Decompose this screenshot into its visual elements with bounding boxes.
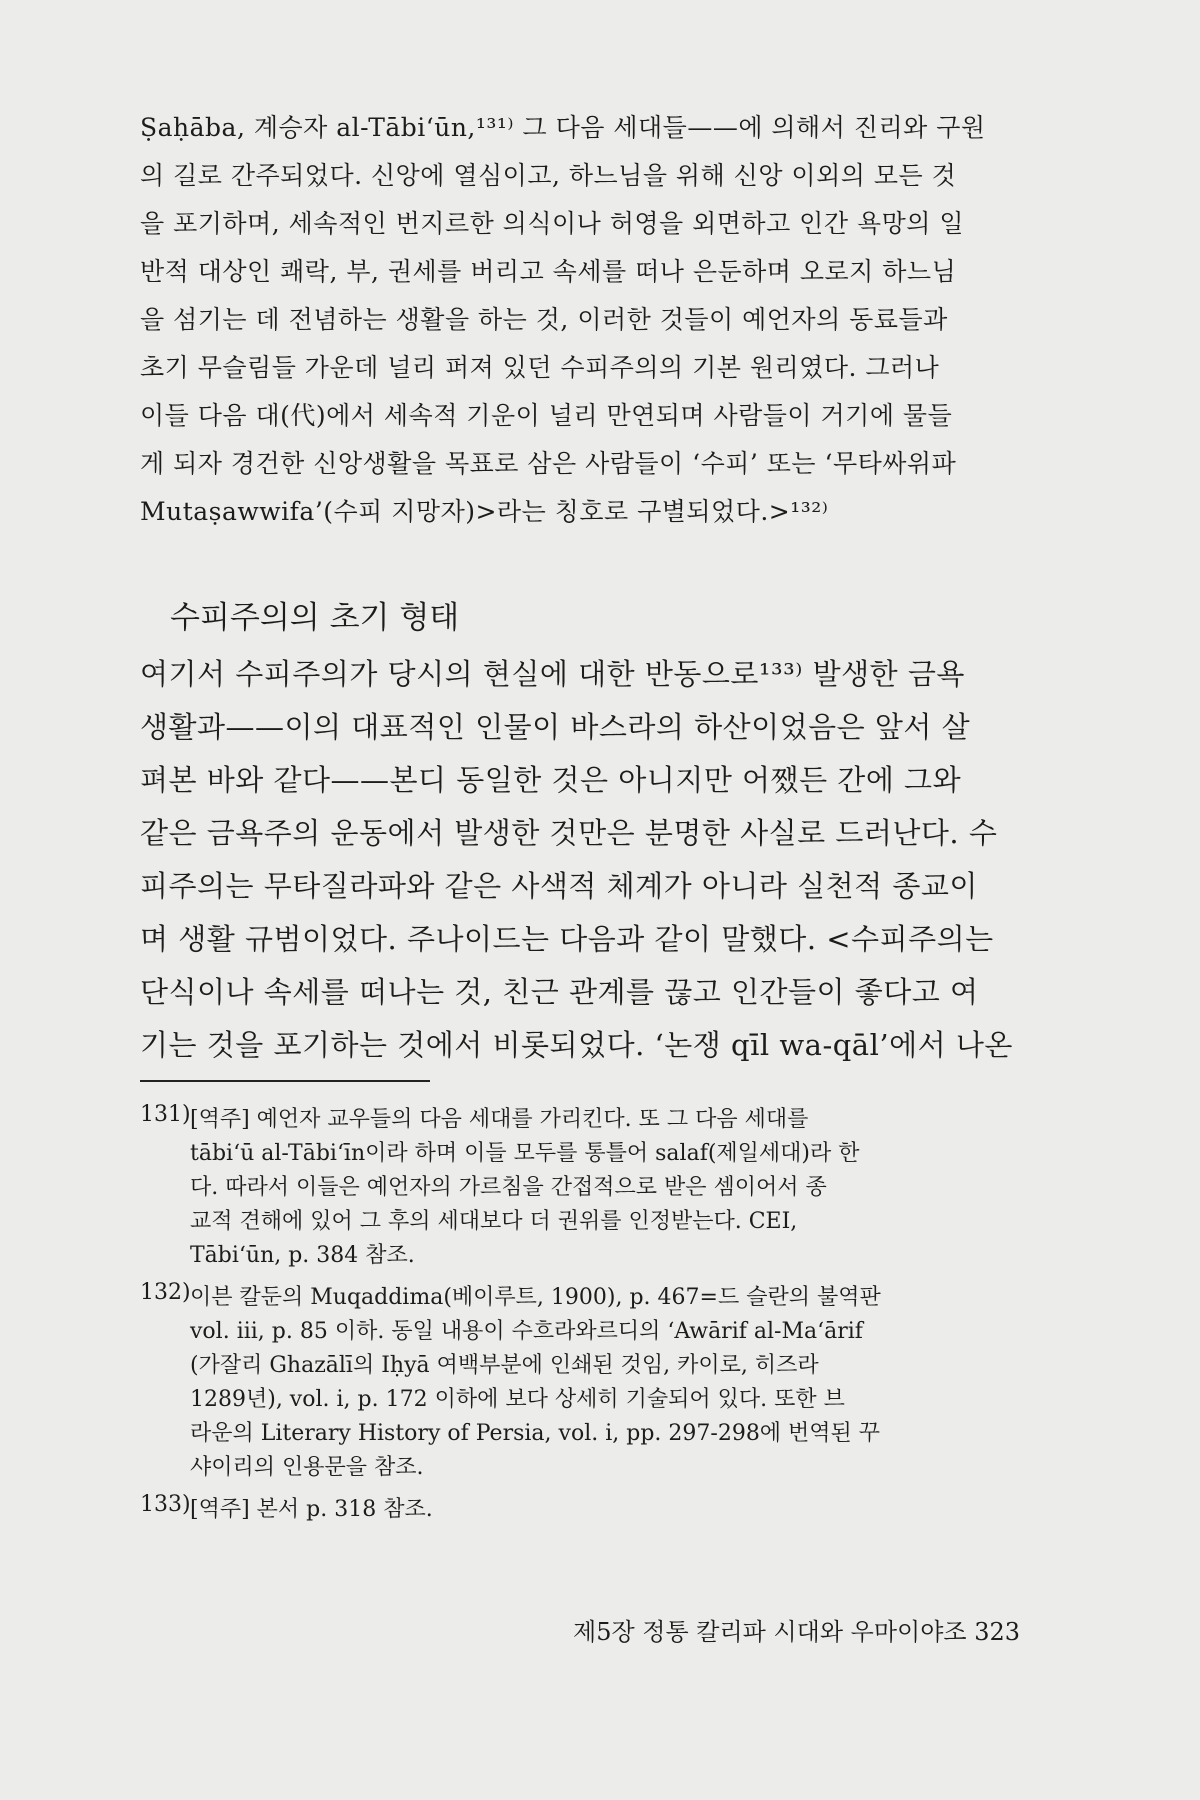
text-line: (가잘리 Ghazālī의 Iḥyā 여백부분에 인쇄된 것임, 카이로, 히즈라	[190, 1353, 819, 1378]
footnote-number: 133)	[140, 1492, 191, 1517]
text-line: Mutaṣawwifa’(수피 지망자)>라는 칭호로 구별되었다.>¹³²⁾	[140, 497, 829, 526]
text-line: 같은 금욕주의 운동에서 발생한 것만은 분명한 사실로 드러난다. 수	[140, 816, 998, 850]
text-line: 을 포기하며, 세속적인 번지르한 의식이나 허영을 외면하고 인간 욕망의 일	[140, 209, 964, 238]
footnote-divider	[140, 1080, 430, 1082]
text-line: Tābi‘ūn, p. 384 참조.	[190, 1243, 415, 1268]
text-line: 교적 견해에 있어 그 후의 세대보다 더 권위를 인정받는다. CEI,	[190, 1209, 798, 1234]
running-footer-page-number: 제5장 정통 칼리파 시대와 우마이야조 323	[573, 1618, 1020, 1646]
text-line: 의 길로 간주되었다. 신앙에 열심이고, 하느님을 위해 신앙 이외의 모든 것	[140, 161, 957, 190]
text-line: 생활과——이의 대표적인 인물이 바스라의 하산이었음은 앞서 살	[140, 710, 971, 744]
text-line: [역주] 본서 p. 318 참조.	[190, 1497, 433, 1522]
text-line: 반적 대상인 쾌락, 부, 권세를 버리고 속세를 떠나 은둔하며 오로지 하느님	[140, 257, 957, 286]
text-line: 피주의는 무타질라파와 같은 사색적 체계가 아니라 실천적 종교이	[140, 869, 978, 903]
footnote-number: 131)	[140, 1102, 191, 1127]
text-line: tābi‘ū al-Tābi‘īn이라 하며 이들 모두를 통틀어 salaf(제일세대)라 한	[190, 1141, 860, 1166]
text-line: 초기 무슬림들 가운데 널리 퍼져 있던 수피주의의 기본 원리였다. 그러나	[140, 353, 940, 382]
text-line: vol. iii, p. 85 이하. 동일 내용이 수흐라와르디의 ‘Awārif al-Ma‘ārif	[190, 1319, 863, 1344]
text-line: 다. 따라서 이들은 예언자의 가르침을 간접적으로 받은 셈이어서 종	[190, 1175, 827, 1200]
text-line: 게 되자 경건한 신앙생활을 목표로 삼은 사람들이 ‘수피’ 또는 ‘무타싸위파	[140, 449, 957, 478]
text-line: 을 섬기는 데 전념하는 생활을 하는 것, 이러한 것들이 예언자의 동료들과	[140, 305, 948, 334]
section-heading: 수피주의의 초기 형태	[170, 600, 460, 636]
text-line: 며 생활 규범이었다. 주나이드는 다음과 같이 말했다. <수피주의는	[140, 922, 994, 956]
text-line: 단식이나 속세를 떠나는 것, 친근 관계를 끊고 인간들이 좋다고 여	[140, 975, 979, 1009]
text-line: 이들 다음 대(代)에서 세속적 기운이 널리 만연되며 사람들이 거기에 물들	[140, 401, 953, 430]
text-line: Ṣaḥāba, 계승자 al-Tābi‘ūn,¹³¹⁾ 그 다음 세대들——에 의해서 진리와 구원	[140, 113, 986, 142]
text-line: 1289년), vol. i, p. 172 이하에 보다 상세히 기술되어 있다. 또한 브	[190, 1387, 845, 1412]
text-line: [역주] 예언자 교우들의 다음 세대를 가리킨다. 또 그 다음 세대를	[190, 1107, 809, 1132]
text-line: 기는 것을 포기하는 것에서 비롯되었다. ‘논쟁 qīl wa-qāl’에서 나온	[140, 1028, 1013, 1062]
footnote-number: 132)	[140, 1280, 191, 1305]
text-line: 샤이리의 인용문을 참조.	[190, 1455, 424, 1480]
text-line: 펴본 바와 같다——본디 동일한 것은 아니지만 어쨌든 간에 그와	[140, 763, 962, 797]
text-line: 여기서 수피주의가 당시의 현실에 대한 반동으로¹³³⁾ 발생한 금욕	[140, 657, 965, 691]
text-line: 라운의 Literary History of Persia, vol. i, pp. 297-298에 번역된 꾸	[190, 1421, 881, 1446]
text-line: 이븐 칼둔의 Muqaddima(베이루트, 1900), p. 467=드 슬란의 불역판	[190, 1285, 881, 1310]
